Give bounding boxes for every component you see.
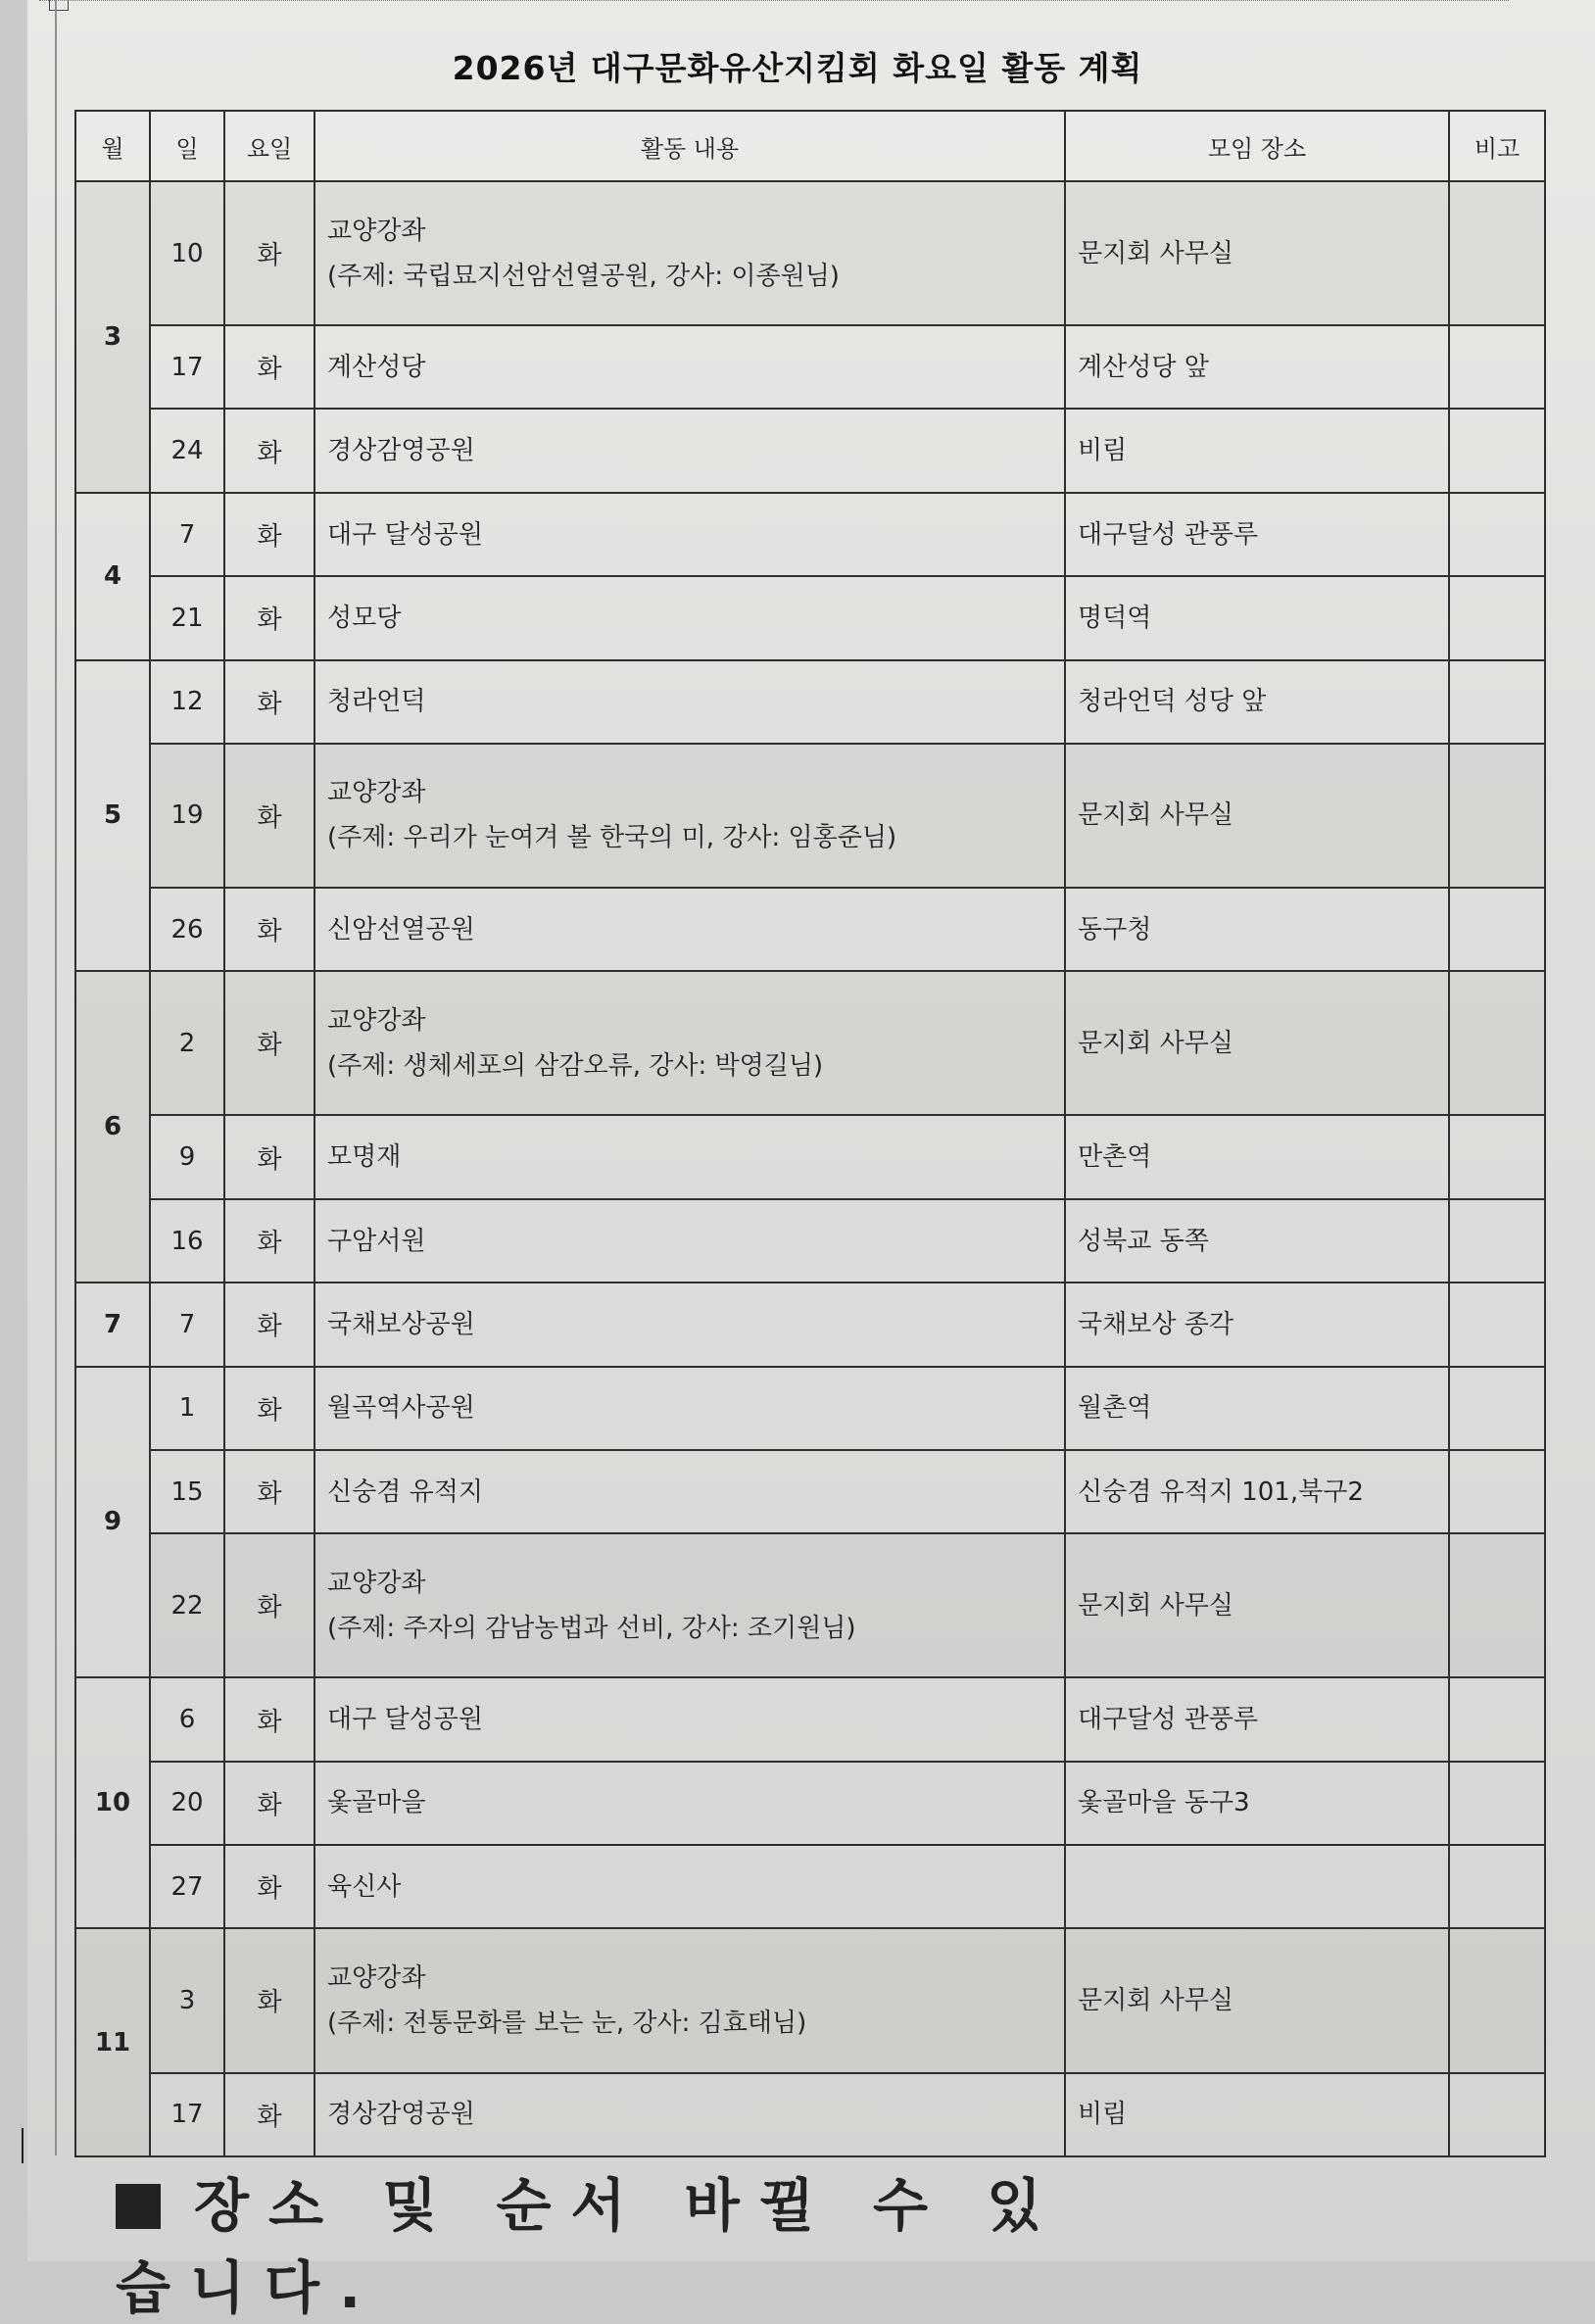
activity-cell [314, 888, 1065, 971]
day-cell: 9 [150, 1115, 224, 1198]
month-cell: 3 [75, 181, 150, 493]
table-row [75, 409, 1545, 492]
activity-detail: (주제: 우리가 눈여겨 볼 한국의 미, 강사: 임홍준님) [327, 823, 897, 853]
note-cell [1449, 1533, 1545, 1677]
activity-title: 구암서원 [327, 1226, 426, 1256]
activity-title: 모명재 [327, 1142, 402, 1173]
table-row [75, 493, 1545, 576]
table-header [75, 111, 1545, 181]
note-cell [1449, 181, 1545, 325]
note-cell [1449, 576, 1545, 659]
weekday-cell: 화 [224, 1367, 314, 1450]
weekday-cell: 화 [224, 1845, 314, 1928]
activity-cell [314, 744, 1065, 888]
table-row [75, 2073, 1545, 2156]
place-cell: 옻골마을 동구3 [1065, 1762, 1449, 1845]
weekday-cell: 화 [224, 181, 314, 325]
activity-title: 월곡역사공원 [327, 1393, 475, 1424]
weekday-cell: 화 [224, 493, 314, 576]
month-cell: 11 [75, 1928, 150, 2156]
month-cell: 10 [75, 1677, 150, 1928]
month-cell: 4 [75, 493, 150, 660]
activity-cell [314, 1367, 1065, 1450]
weekday-cell: 화 [224, 1199, 314, 1283]
note-cell [1449, 1762, 1545, 1845]
table-row [75, 1367, 1545, 1450]
table-row [75, 971, 1545, 1115]
day-cell: 17 [150, 325, 224, 409]
activity-title: 교양강좌 [327, 778, 426, 808]
table-row [75, 1450, 1545, 1533]
weekday-cell: 화 [224, 1283, 314, 1366]
place-cell: 만촌역 [1065, 1115, 1449, 1198]
weekday-cell: 화 [224, 1115, 314, 1198]
table-row [75, 1677, 1545, 1761]
day-cell: 1 [150, 1367, 224, 1450]
table-row [75, 888, 1545, 971]
activity-detail: (주제: 생체세포의 삼감오류, 강사: 박영길님) [327, 1050, 824, 1081]
activity-title: 교양강좌 [327, 1568, 426, 1598]
note-cell [1449, 1677, 1545, 1761]
place-cell: 월촌역 [1065, 1367, 1449, 1450]
day-cell: 24 [150, 409, 224, 492]
activity-title: 경상감영공원 [327, 2100, 475, 2130]
activity-cell [314, 409, 1065, 492]
table-row [75, 744, 1545, 888]
page-top-dotted-line [39, 0, 1509, 11]
weekday-cell: 화 [224, 1928, 314, 2072]
header-weekday: 요일 [224, 111, 314, 181]
place-cell: 비림 [1065, 409, 1449, 492]
activity-cell [314, 1762, 1065, 1845]
place-cell: 동구청 [1065, 888, 1449, 971]
note-cell [1449, 1450, 1545, 1533]
table-row [75, 1845, 1545, 1928]
activity-cell [314, 1677, 1065, 1761]
header-month: 월 [75, 111, 150, 181]
note-cell [1449, 1115, 1545, 1198]
day-cell: 21 [150, 576, 224, 659]
activity-cell [314, 971, 1065, 1115]
activity-cell [314, 1845, 1065, 1928]
activity-title: 청라언덕 [327, 687, 426, 717]
activity-detail: (주제: 국립묘지선암선열공원, 강사: 이종원님) [327, 261, 840, 291]
weekday-cell: 화 [224, 660, 314, 744]
note-cell [1449, 325, 1545, 409]
weekday-cell: 화 [224, 1677, 314, 1761]
note-cell [1449, 888, 1545, 971]
day-cell: 15 [150, 1450, 224, 1533]
place-cell: 문지회 사무실 [1065, 181, 1449, 325]
document-title: 2026년 대구문화유산지킴회 화요일 활동 계획 [452, 49, 1143, 87]
month-cell: 5 [75, 660, 150, 972]
month-cell: 7 [75, 1283, 150, 1366]
place-cell [1065, 1845, 1449, 1928]
activity-cell [314, 1115, 1065, 1198]
day-cell: 7 [150, 493, 224, 576]
note-cell [1449, 660, 1545, 744]
weekday-cell: 화 [224, 971, 314, 1115]
note-cell [1449, 493, 1545, 576]
page-left-margin-line [55, 0, 57, 2155]
month-cell: 9 [75, 1367, 150, 1678]
day-cell: 12 [150, 660, 224, 744]
activity-detail: (주제: 전통문화를 보는 눈, 강사: 김효태님) [327, 2008, 807, 2038]
activity-title: 국채보상공원 [327, 1309, 475, 1339]
text-cursor [22, 2128, 24, 2163]
activity-title: 대구 달성공원 [327, 1705, 483, 1735]
note-cell [1449, 971, 1545, 1115]
table-row [75, 1928, 1545, 2072]
table-row [75, 1199, 1545, 1283]
weekday-cell: 화 [224, 1533, 314, 1677]
day-cell: 2 [150, 971, 224, 1115]
note-cell [1449, 1845, 1545, 1928]
table-body [75, 181, 1545, 2156]
table-row [75, 1533, 1545, 1677]
day-cell: 20 [150, 1762, 224, 1845]
place-cell: 명덕역 [1065, 576, 1449, 659]
weekday-cell: 화 [224, 1450, 314, 1533]
place-cell: 대구달성 관풍루 [1065, 1677, 1449, 1761]
weekday-cell: 화 [224, 888, 314, 971]
place-cell: 문지회 사무실 [1065, 971, 1449, 1115]
note-cell [1449, 1283, 1545, 1366]
footer-note-text: 장소 및 순서 바뀔 수 있습니다. [116, 2172, 1062, 2321]
table-row [75, 325, 1545, 409]
day-cell: 3 [150, 1928, 224, 2072]
day-cell: 19 [150, 744, 224, 888]
header-note: 비고 [1449, 111, 1545, 181]
weekday-cell: 화 [224, 744, 314, 888]
month-cell: 6 [75, 971, 150, 1283]
note-cell [1449, 1928, 1545, 2072]
header-row [75, 111, 1545, 181]
note-cell [1449, 1367, 1545, 1450]
place-cell: 문지회 사무실 [1065, 744, 1449, 888]
header-day: 일 [150, 111, 224, 181]
weekday-cell: 화 [224, 2073, 314, 2156]
activity-cell [314, 660, 1065, 744]
table-row [75, 1115, 1545, 1198]
page-corner-mark [49, 0, 69, 11]
day-cell: 6 [150, 1677, 224, 1761]
table-row [75, 1283, 1545, 1366]
activity-title: 육신사 [327, 1871, 402, 1902]
place-cell: 비림 [1065, 2073, 1449, 2156]
activity-cell [314, 1928, 1065, 2072]
place-cell: 성북교 동쪽 [1065, 1199, 1449, 1283]
activity-cell [314, 576, 1065, 659]
day-cell: 27 [150, 1845, 224, 1928]
day-cell: 7 [150, 1283, 224, 1366]
place-cell: 신숭겸 유적지 101,북구2 [1065, 1450, 1449, 1533]
activity-title: 교양강좌 [327, 1962, 426, 1993]
place-cell: 국채보상 종각 [1065, 1283, 1449, 1366]
activity-plan-table [74, 110, 1546, 2157]
place-cell: 문지회 사무실 [1065, 1533, 1449, 1677]
black-square-bullet-icon [116, 2184, 161, 2229]
activity-cell [314, 493, 1065, 576]
place-cell: 문지회 사무실 [1065, 1928, 1449, 2072]
activity-title: 대구 달성공원 [327, 519, 483, 550]
activity-title: 신숭겸 유적지 [327, 1477, 483, 1507]
weekday-cell: 화 [224, 325, 314, 409]
place-cell: 청라언덕 성당 앞 [1065, 660, 1449, 744]
header-place: 모임 장소 [1065, 111, 1449, 181]
footer-notice [116, 2159, 1095, 2321]
weekday-cell: 화 [224, 576, 314, 659]
table-row [75, 660, 1545, 744]
activity-title: 계산성당 [327, 352, 426, 382]
activity-title: 교양강좌 [327, 1005, 426, 1036]
day-cell: 22 [150, 1533, 224, 1677]
weekday-cell: 화 [224, 409, 314, 492]
activity-cell [314, 2073, 1065, 2156]
activity-detail: (주제: 주자의 감남농법과 선비, 강사: 조기원님) [327, 1613, 856, 1643]
day-cell: 16 [150, 1199, 224, 1283]
activity-cell [314, 325, 1065, 409]
day-cell: 17 [150, 2073, 224, 2156]
activity-title: 신암선열공원 [327, 914, 475, 944]
weekday-cell: 화 [224, 1762, 314, 1845]
activity-cell [314, 1283, 1065, 1366]
activity-cell [314, 1199, 1065, 1283]
activity-title: 성모당 [327, 603, 402, 633]
table-row [75, 576, 1545, 659]
place-cell: 대구달성 관풍루 [1065, 493, 1449, 576]
day-cell: 10 [150, 181, 224, 325]
activity-cell [314, 1450, 1065, 1533]
activity-cell [314, 1533, 1065, 1677]
note-cell [1449, 2073, 1545, 2156]
table-row [75, 181, 1545, 325]
activity-title: 교양강좌 [327, 216, 426, 246]
note-cell [1449, 1199, 1545, 1283]
header-activity: 활동 내용 [314, 111, 1065, 181]
place-cell: 계산성당 앞 [1065, 325, 1449, 409]
activity-title: 경상감영공원 [327, 436, 475, 466]
activity-title: 옻골마을 [327, 1788, 426, 1818]
table-row [75, 1762, 1545, 1845]
note-cell [1449, 744, 1545, 888]
activity-cell [314, 181, 1065, 325]
day-cell: 26 [150, 888, 224, 971]
note-cell [1449, 409, 1545, 492]
